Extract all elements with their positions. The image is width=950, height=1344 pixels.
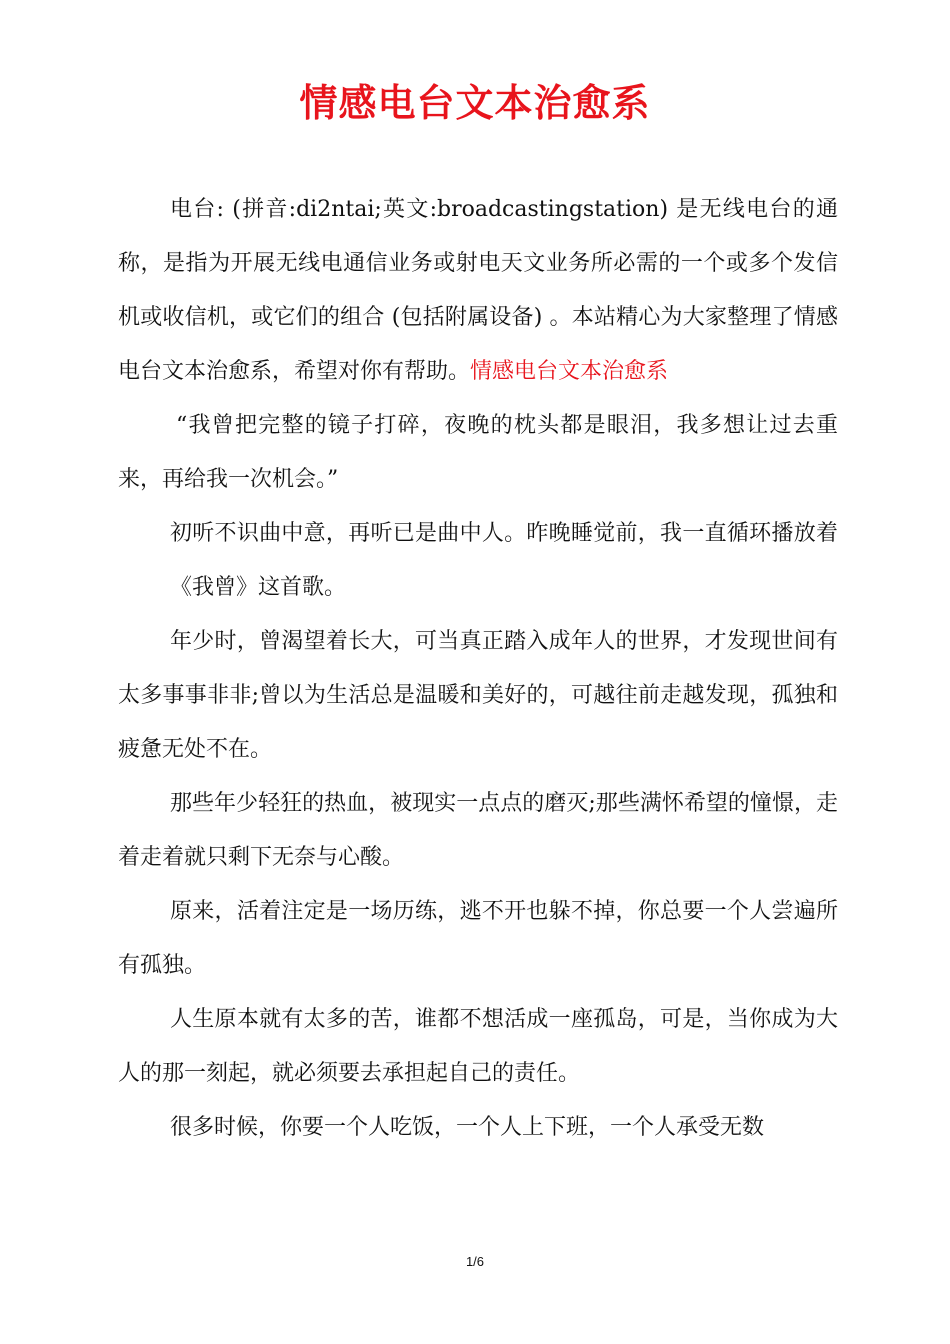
title-link[interactable]: 情感电台文本治愈系 [470,359,669,384]
paragraph-quote: “我曾把完整的镜子打碎，夜晚的枕头都是眼泪，我多想让过去重来，再给我一次机会。” [118,413,838,492]
paragraph-song: 初听不识曲中意，再听已是曲中人。昨晚睡觉前，我一直循环播放着《我曾》这首歌。 [170,521,838,600]
page-number: 1/6 [465,1254,485,1269]
page-title: 情感电台文本治愈系 [299,81,651,125]
paragraph-growing-up: 年少时，曾渴望着长大，可当真正踏入成年人的世界，才发现世间有太多事事非非;曾以为生活总是温暖和美好的，可越往前走越发现，孤独和疲惫无处不在。 [118,629,838,762]
paragraph-youth: 那些年少轻狂的热血，被现实一点点的磨灭;那些满怀希望的憧憬，走着走着就只剩下无奈与心酸。 [118,791,838,870]
paragraph-alone: 很多时候，你要一个人吃饭，一个人上下班，一个人承受无数 [170,1115,765,1140]
intro-paragraph [118,183,838,399]
intro-text: 电台: (拼音:di2ntai;英文:broadcastingstation) 是无线电台的通称，是指为开展无线电通信业务或射电天文业务所必需的一个或多个发信机或收信机，或它们的组合 (包括附属设备) 。本站精心为大家整理了情感电台文本治愈系，希望对你有帮助。 [118,197,838,384]
paragraph-trial: 原来，活着注定是一场历练，逃不开也躲不掉，你总要一个人尝遍所有孤独。 [118,899,838,978]
document-body [118,183,838,1155]
paragraph-responsibility: 人生原本就有太多的苦，谁都不想活成一座孤岛，可是，当你成为大人的那一刻起，就必须要去承担起自己的责任。 [118,1007,838,1086]
